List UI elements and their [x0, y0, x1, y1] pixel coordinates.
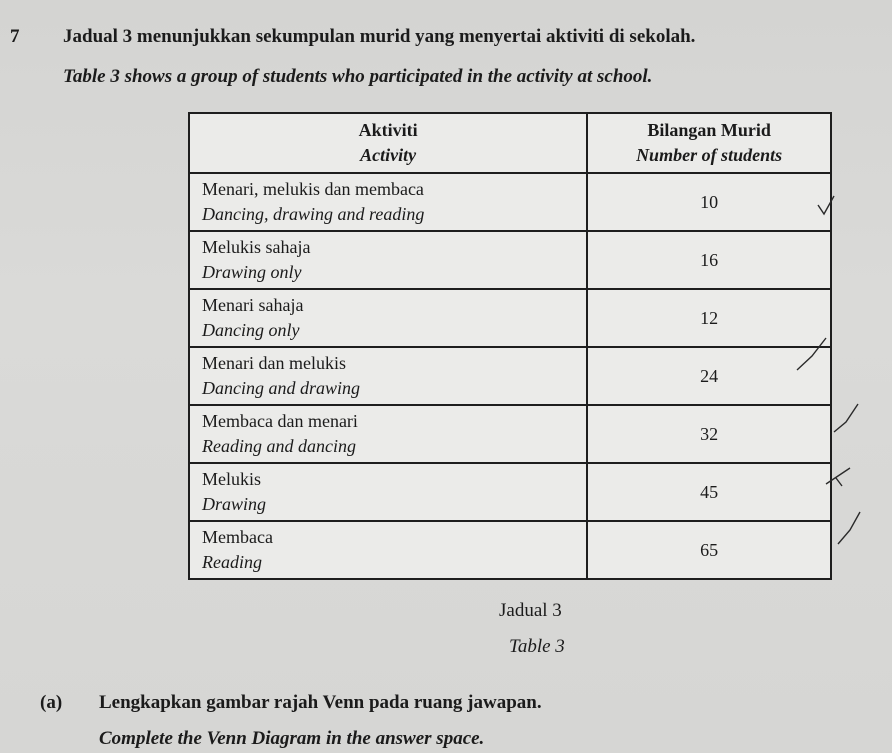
- question-text-english: Table 3 shows a group of students who participated in the activity at school.: [63, 66, 653, 87]
- table-row: [189, 231, 831, 289]
- table-caption-malay: Jadual 3: [499, 600, 562, 621]
- activity-english: Drawing: [202, 494, 267, 514]
- activity-malay: Menari dan melukis: [202, 353, 346, 373]
- count-column-header: [587, 113, 831, 173]
- count-cell: 10: [587, 173, 831, 231]
- activity-malay: Menari sahaja: [202, 295, 304, 315]
- activity-cell: [189, 289, 587, 347]
- part-a-text-english: Complete the Venn Diagram in the answer space.: [99, 728, 485, 749]
- activity-cell: [189, 173, 587, 231]
- count-cell: 12: [587, 289, 831, 347]
- table-caption-english: Table 3: [509, 636, 565, 657]
- table-row: [189, 289, 831, 347]
- handwritten-tick: [838, 512, 860, 544]
- activity-english: Dancing and drawing: [202, 378, 361, 398]
- count-cell: 16: [587, 231, 831, 289]
- table-row: [189, 405, 831, 463]
- activity-cell: [189, 463, 587, 521]
- activity-english: Reading: [202, 552, 262, 572]
- count-cell: 32: [587, 405, 831, 463]
- activity-malay: Membaca: [202, 527, 273, 547]
- count-cell: 65: [587, 521, 831, 579]
- table-row: [189, 347, 831, 405]
- table-row: [189, 521, 831, 579]
- activity-english: Reading and dancing: [202, 436, 356, 456]
- activity-english: Dancing, drawing and reading: [202, 204, 425, 224]
- activity-malay: Membaca dan menari: [202, 411, 358, 431]
- activity-cell: [189, 347, 587, 405]
- activity-english: Dancing only: [202, 320, 300, 340]
- count-header-malay: Bilangan Murid: [647, 120, 771, 140]
- count-cell: 45: [587, 463, 831, 521]
- activity-header-malay: Aktiviti: [358, 120, 418, 140]
- table-header-row: [189, 113, 831, 173]
- activity-cell: [189, 405, 587, 463]
- activity-malay: Melukis sahaja: [202, 237, 311, 257]
- question-text-malay: Jadual 3 menunjukkan sekumpulan murid yang menyertai aktiviti di sekolah.: [63, 26, 696, 47]
- activity-cell: [189, 231, 587, 289]
- activity-malay: Melukis: [202, 469, 262, 489]
- count-cell: 24: [587, 347, 831, 405]
- activity-table: [188, 112, 832, 580]
- table-row: [189, 463, 831, 521]
- activity-malay: Menari, melukis dan membaca: [202, 179, 424, 199]
- activity-cell: [189, 521, 587, 579]
- count-header-english: Number of students: [636, 145, 783, 165]
- part-a-text-malay: Lengkapkan gambar rajah Venn pada ruang jawapan.: [99, 692, 542, 713]
- activity-english: Drawing only: [202, 262, 302, 282]
- handwritten-tick: [834, 404, 858, 432]
- activity-column-header: [189, 113, 587, 173]
- part-a-label: (a): [40, 692, 63, 713]
- activity-header-english: Activity: [360, 145, 417, 165]
- table-row: [189, 173, 831, 231]
- question-number: 7: [10, 26, 20, 47]
